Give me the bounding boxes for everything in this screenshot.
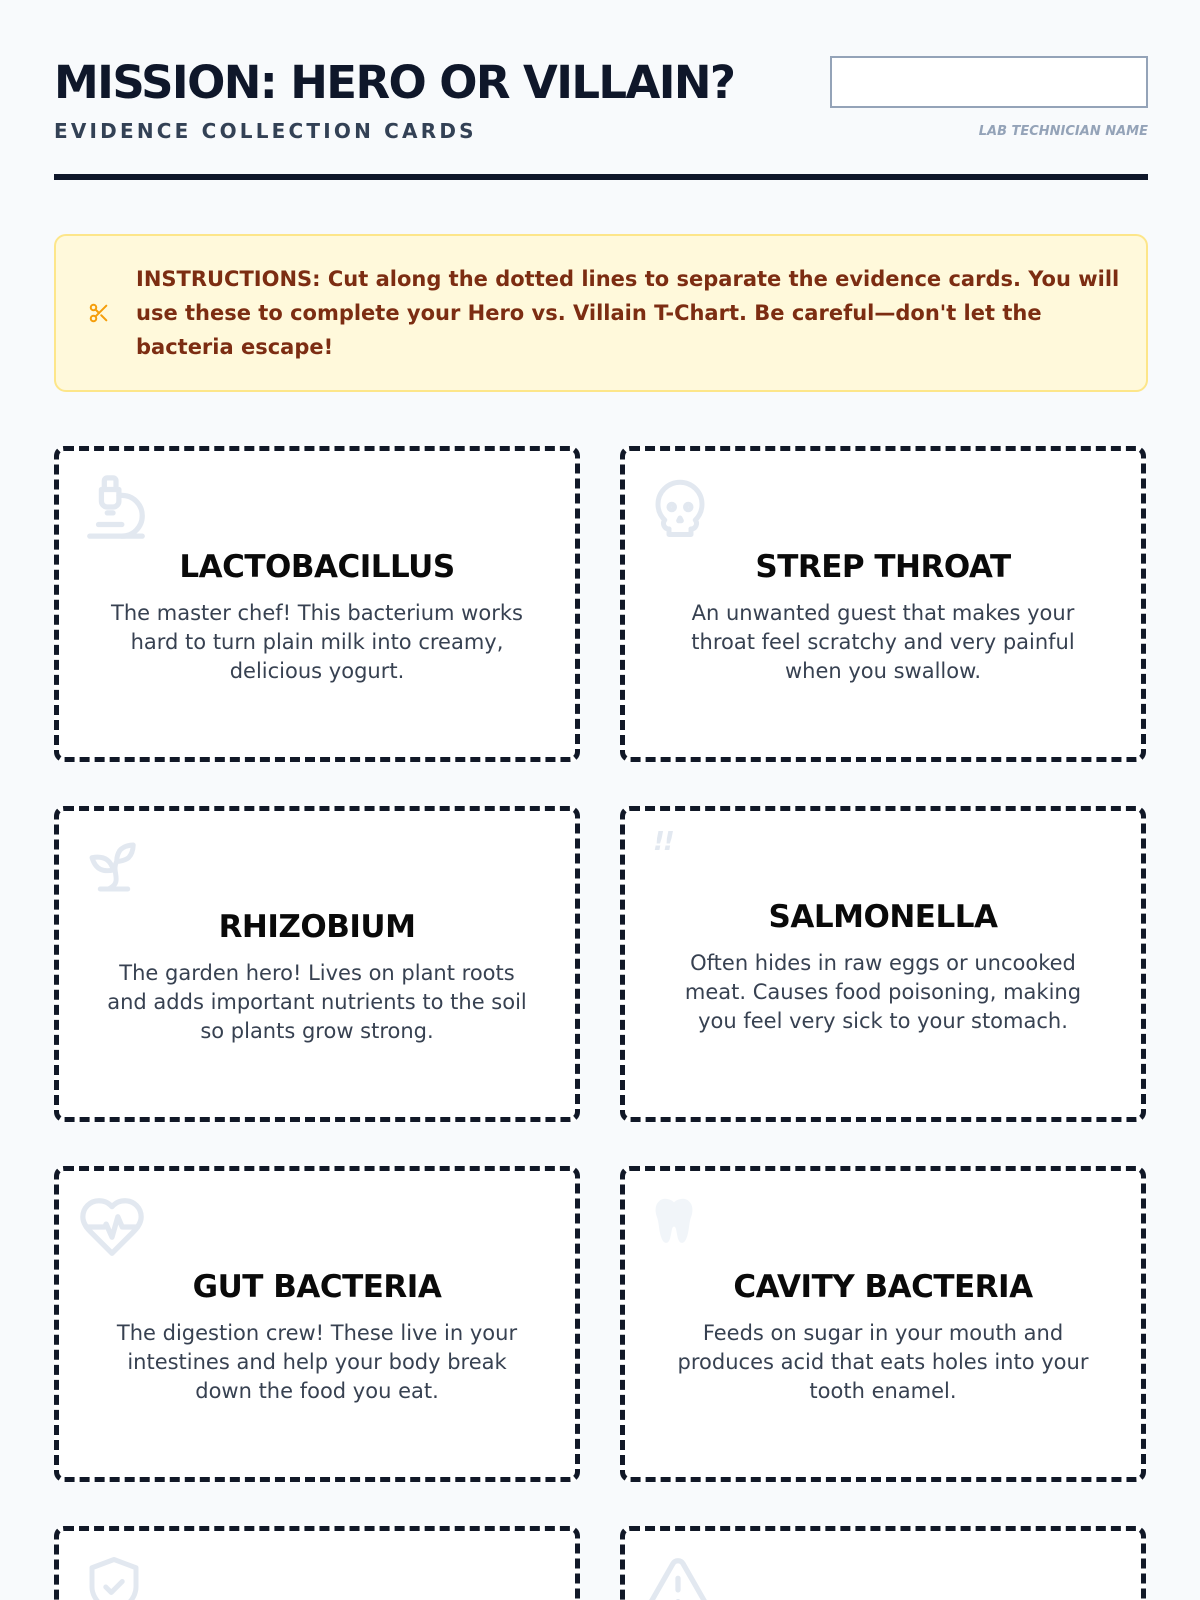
evidence-card-cavity-bacteria[interactable] xyxy=(620,1166,1146,1482)
tooth-icon xyxy=(647,1189,717,1265)
page-title: MISSION: HERO OR VILLAIN? xyxy=(54,56,735,109)
evidence-card-gut-bacteria[interactable] xyxy=(54,1166,580,1482)
card-description: An unwanted guest that makes your throat feel scratchy and very painful when you swallow. xyxy=(691,600,1075,683)
card-title: LACTOBACILLUS xyxy=(179,548,455,585)
card-description: The master chef! This bacterium works hard to turn plain milk into creamy, delicious yogurt. xyxy=(111,600,523,683)
instructions-text: INSTRUCTIONS: Cut along the dotted lines to separate the evidence cards. You will use these to complete your Hero vs. Villain T-Chart. Be careful—don't let the bacteria escape! xyxy=(136,267,1120,359)
lab-technician-name-label: LAB TECHNICIAN NAME xyxy=(978,124,1148,139)
page-header xyxy=(54,50,1148,180)
card-title: GUT BACTERIA xyxy=(192,1268,442,1305)
evidence-card-7[interactable] xyxy=(54,1526,580,1600)
sprout-icon xyxy=(81,829,151,905)
scissors-icon xyxy=(84,302,114,324)
shield-check-icon xyxy=(81,1549,151,1600)
evidence-card-lactobacillus[interactable] xyxy=(54,446,580,762)
evidence-card-strep-throat[interactable] xyxy=(620,446,1146,762)
double-exclamation-icon: !! xyxy=(653,827,673,857)
page-subtitle: EVIDENCE COLLECTION CARDS xyxy=(54,119,477,143)
card-description: The garden hero! Lives on plant roots and adds important nutrients to the soil so plants grow strong. xyxy=(107,960,527,1043)
lab-technician-name-field[interactable] xyxy=(830,56,1148,108)
evidence-card-rhizobium[interactable] xyxy=(54,806,580,1122)
card-description: The digestion crew! These live in your intestines and help your body break down the food you eat. xyxy=(116,1320,518,1403)
microscope-icon xyxy=(81,469,151,545)
instructions-box xyxy=(54,234,1148,392)
card-description: Feeds on sugar in your mouth and produces acid that eats holes into your tooth enamel. xyxy=(677,1320,1089,1403)
skull-icon xyxy=(647,469,717,545)
card-title: CAVITY BACTERIA xyxy=(733,1268,1033,1305)
card-description: Often hides in raw eggs or uncooked meat. Causes food poisoning, making you feel very sick to your stomach. xyxy=(684,950,1082,1033)
evidence-card-salmonella[interactable] xyxy=(620,806,1146,1122)
card-title: STREP THROAT xyxy=(755,548,1011,585)
warning-triangle-icon xyxy=(643,1549,713,1600)
header-divider xyxy=(54,174,1148,180)
heart-pulse-icon xyxy=(77,1189,147,1265)
card-title: SALMONELLA xyxy=(768,898,998,935)
evidence-card-8[interactable] xyxy=(620,1526,1146,1600)
card-title: RHIZOBIUM xyxy=(218,908,416,945)
